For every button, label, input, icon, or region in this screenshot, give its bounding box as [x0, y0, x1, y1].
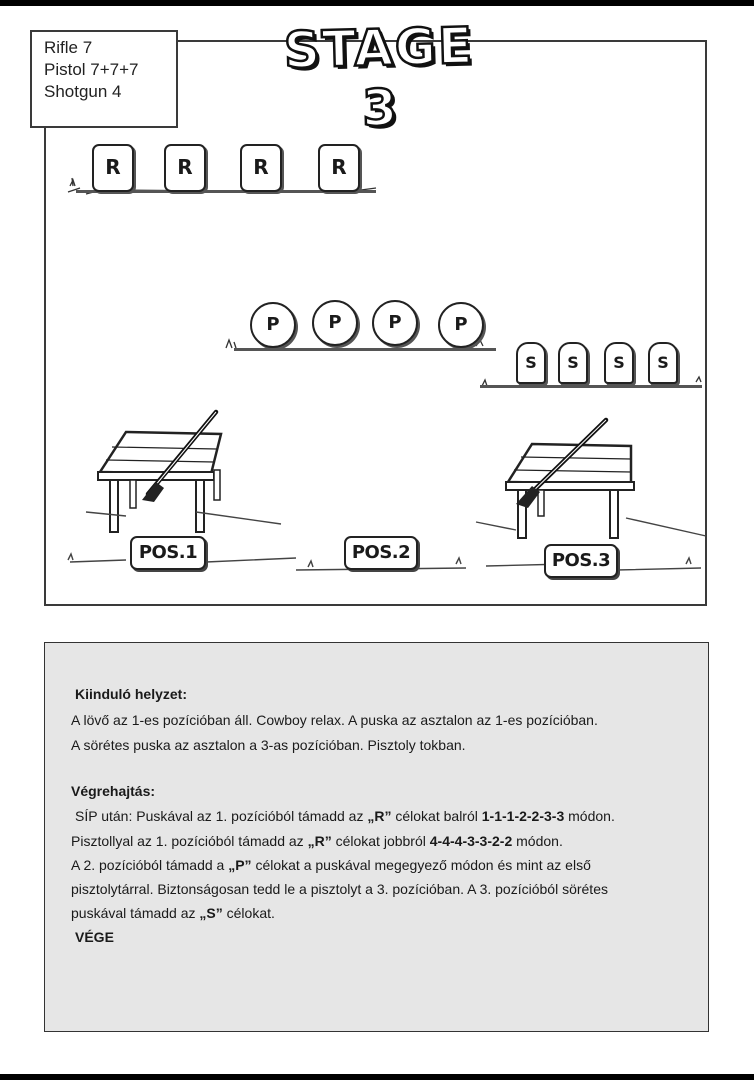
ammo-rifle: Rifle 7: [44, 38, 93, 57]
start-line-1: A lövő az 1-es pozícióban áll. Cowboy relax. A puska az asztalon az 1-es pozícióban.: [71, 712, 598, 728]
shotgun-target: S: [648, 342, 678, 384]
exec-line-3: A 2. pozícióból támadd a „P” célokat a puskával megegyező módon és mint az első: [71, 857, 591, 873]
instructions-panel: [44, 642, 709, 1032]
exec-line-4: pisztolytárral. Biztonságosan tedd le a pisztolyt a 3. pozícióban. A 3. pozícióból sörétes: [71, 881, 608, 897]
rifle-target: R: [240, 144, 282, 192]
pistol-target: P: [250, 302, 296, 348]
pistol-target: P: [312, 300, 358, 346]
ammo-pistol: Pistol 7+7+7: [44, 60, 139, 79]
exec-line-1: SÍP után: Puskával az 1. pozícióból támadd az „R” célokat balról 1-1-1-2-2-3-3 módon.: [75, 808, 615, 824]
ammo-shotgun: Shotgun 4: [44, 82, 122, 101]
rifle-target: R: [164, 144, 206, 192]
pistol-target: P: [372, 300, 418, 346]
position-1-label: POS.1: [130, 536, 206, 570]
rifle-target: R: [318, 144, 360, 192]
shotgun-target: S: [604, 342, 634, 384]
start-heading: Kiinduló helyzet:: [75, 686, 187, 702]
ground-pistol: [234, 348, 496, 351]
ground-shotgun: [480, 385, 702, 388]
shotgun-target: S: [516, 342, 546, 384]
exec-line-2: Pisztollyal az 1. pozícióból támadd az „R” célokat jobbról 4-4-4-3-3-2-2 módon.: [71, 833, 563, 849]
exec-end: VÉGE: [75, 929, 114, 945]
bottom-border: [0, 1074, 754, 1080]
pistol-target: P: [438, 302, 484, 348]
exec-line-5: puskával támadd az „S” célokat.: [71, 905, 275, 921]
start-line-2: A sörétes puska az asztalon a 3-as pozícióban. Pisztoly tokban.: [71, 737, 466, 753]
top-border: [0, 0, 754, 6]
ammo-counts: [30, 30, 178, 128]
position-3-label: POS.3: [544, 544, 618, 578]
shotgun-target: S: [558, 342, 588, 384]
rifle-target: R: [92, 144, 134, 192]
exec-heading: Végrehajtás:: [71, 783, 156, 799]
position-2-label: POS.2: [344, 536, 418, 570]
stage-title: STAGE 3: [283, 16, 475, 138]
